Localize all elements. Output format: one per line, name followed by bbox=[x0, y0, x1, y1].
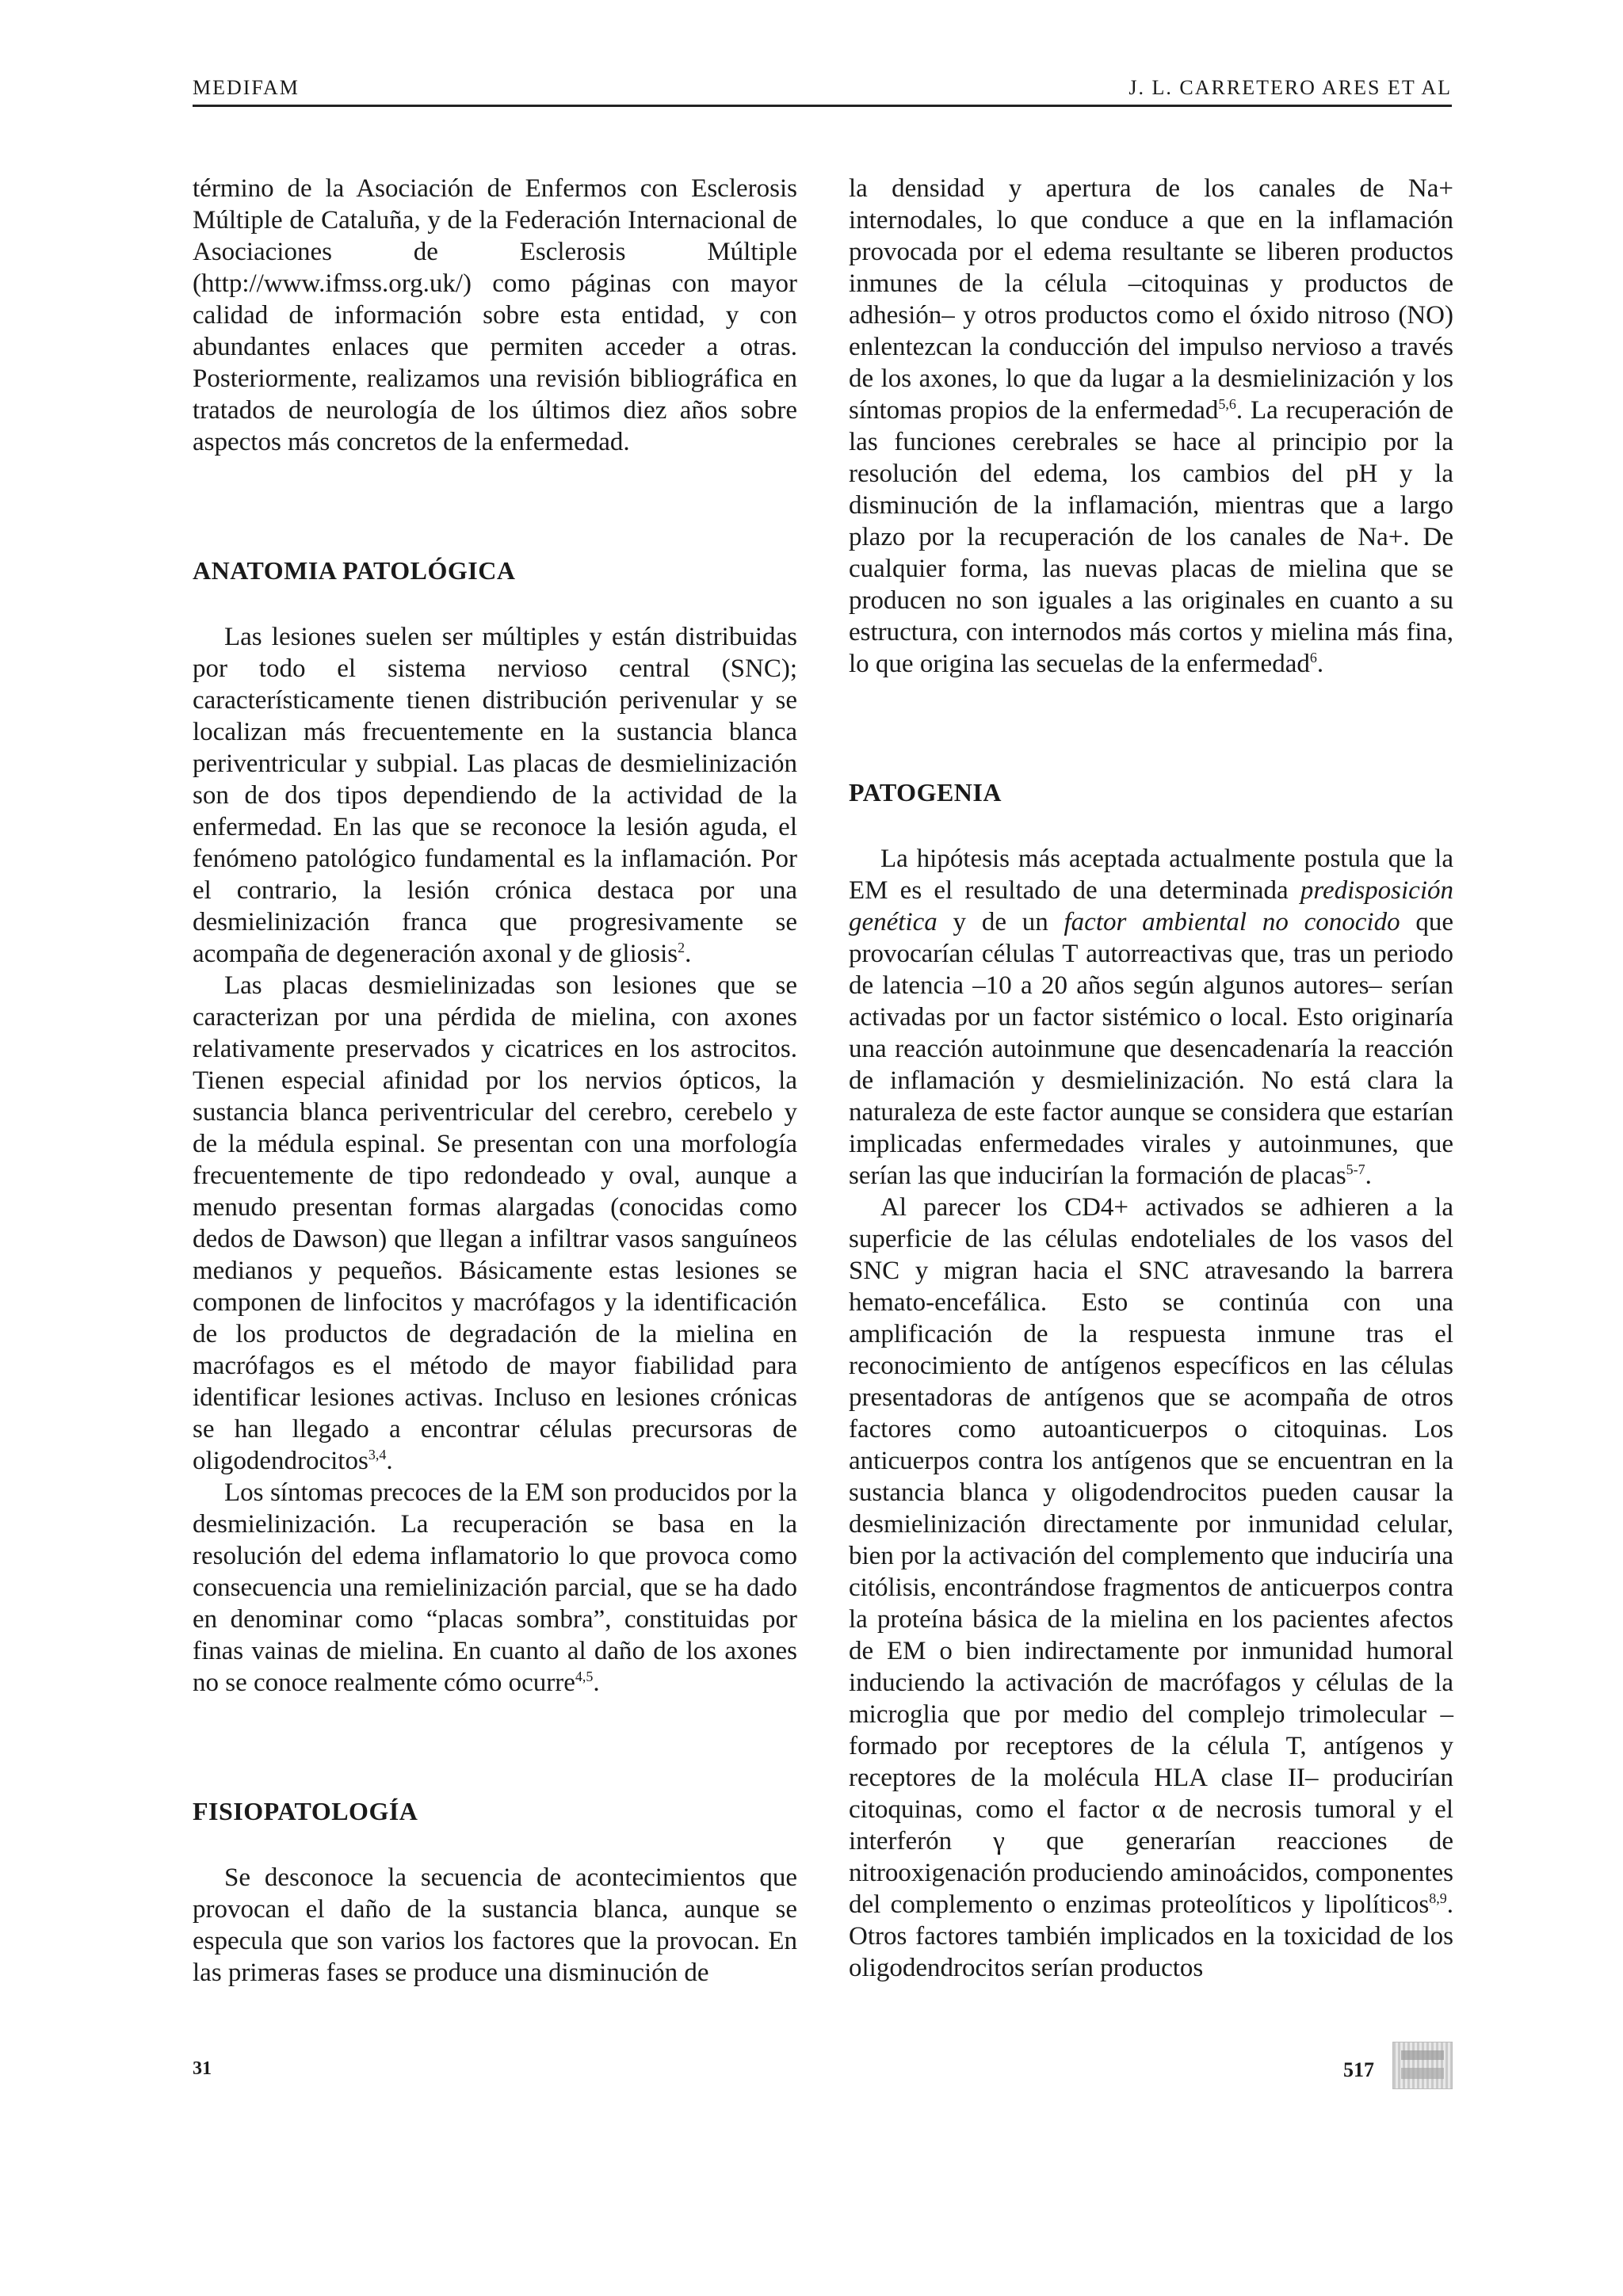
publisher-logo-icon bbox=[1392, 2042, 1453, 2089]
anatomia-paragraph-2: Las placas desmielinizadas son lesiones que se caracterizan por una pérdida de mielina, con axones relativamente preservados y cicatrices en los astrocitos. Tienen especial afinidad por los nervios ópticos, la sustancia blanca periventricular del cerebro, cerebelo y de la médula espinal. Se presentan con una morfología frecuentemente de tipo redondeado y oval, aunque a menudo presentan formas alargadas (conocidas como dedos de Dawson) que llegan a infiltrar vasos sanguíneos medianos y pequeños. Básicamente estas lesiones se componen de linfocitos y macrófagos y la identificación de los productos de degradación de la mielina en macrófagos es el método de mayor fiabilidad para identificar lesiones activas. Incluso en lesiones crónicas se han llegado a encontrar células precursoras de oligodendrocitos$^{3,4}$. bbox=[193, 971, 797, 1475]
section-heading-patogenia: PATOGENIA bbox=[849, 778, 1002, 807]
page-number-left: 31 bbox=[193, 2058, 212, 2079]
left-column bbox=[193, 173, 797, 1989]
patogenia-paragraph-2: Al parecer los CD4+ activados se adhieren a la superficie de las células endoteliales de los vasos del SNC y migran hacia el SNC atravesando la barrera hemato-encefálica. Esto se continúa con una amplificación de la respuesta inmune tras el reconocimiento de antígenos específicos en las células presentadoras de antígenos que se acompaña de otros factores como autoanticuerpos o citoquinas. Los anticuerpos contra los antígenos que se encuentran en la sustancia blanca y oligodendrocitos pueden causar la desmielinización directamente por inmunidad celular, bien por la activación del complemento que induciría una citólisis, encontrándose fragmentos de anticuerpos contra la proteína básica de la mielina en los pacientes afectos de EM o bien indirectamente por inmunidad humoral induciendo la activación de macrófagos y células de la microglia que por medio del complejo trimolecular –formado por receptores de la célula T, antígenos y receptores de la molécula HLA clase II– producirían citoquinas, como el factor α de necrosis tumoral y el interferón γ que generarían reacciones de nitrooxigenación produciendo aminoácidos, componentes del complemento o enzimas proteolíticos y lipolíticos$^{8,9}$. Otros factores también implicados en la toxicidad de los oligodendrocitos serían productos bbox=[849, 1193, 1453, 1982]
patogenia-paragraph-1: La hipótesis más aceptada actualmente postula que la EM es el resultado de una determinada predisposición genética y de un factor ambiental no conocido que provocarían células T autorreactivas que, tras un periodo de latencia –10 a 20 años según algunos autores– serían activadas por un factor sistémico o local. Esto originaría una reacción autoinmune que desencadenaría la reacción de inflamación y desmielinización. No está clara la naturaleza de este factor aunque se considera que estarían implicadas enfermedades virales y autoinmunes, que serían las que inducirían la formación de placas$^{5-7}$. bbox=[849, 845, 1453, 1190]
author-line: J. L. CARRETERO ARES ET AL bbox=[1128, 76, 1452, 99]
right-column bbox=[849, 173, 1453, 1984]
fisiopatologia-paragraph-1: Se desconoce la secuencia de acontecimientos que provocan el daño de la sustancia blanca, aunque se especula que son varios los factores que la provocan. En las primeras fases se produce una disminución de bbox=[193, 1863, 797, 1987]
section-heading-fisiopatologia: FISIOPATOLOGÍA bbox=[193, 1797, 418, 1825]
continued-paragraph: la densidad y apertura de los canales de Na+ internodales, lo que conduce a que en la inflamación provocada por el edema resultante se liberen productos inmunes de la célula –citoquinas y productos de adhesión– y otros productos como el óxido nitroso (NO) enlentezcan la conducción del impulso nervioso a través de los axones, lo que da lugar a la desmielinización y los síntomas propios de la enfermedad$^{5,6}$. La recuperación de las funciones cerebrales se hace al principio por la resolución del edema, los cambios del pH y la disminución de la inflamación, mientras que a largo plazo por la recuperación de los canales de Na+. De cualquier forma, las nuevas placas de mielina que se producen no son iguales a las originales en cuanto a su estructura, con internodos más cortos y mielina más fina, lo que origina las secuelas de la enfermedad$^6$. bbox=[849, 174, 1453, 678]
citation: 5,6 bbox=[1218, 396, 1236, 412]
anatomia-paragraph-1: Las lesiones suelen ser múltiples y están distribuidas por todo el sistema nervioso central (SNC); característicamente tienen distribución perivenular y se localizan más frecuentemente en la sustancia blanca periventricular y subpial. Las placas de desmielinización son de dos tipos dependiendo de la actividad de la enfermedad. En las que se reconoce la lesión aguda, el fenómeno patológico fundamental es la inflamación. Por el contrario, la lesión crónica destaca por una desmielinización franca que progresivamente se acompaña de degeneración axonal y de gliosis$^2$. bbox=[193, 623, 797, 968]
citation: 6 bbox=[1309, 650, 1317, 666]
section-heading-anatomia: ANATOMIA PATOLÓGICA bbox=[193, 556, 516, 585]
citation: 8,9 bbox=[1429, 1890, 1447, 1906]
citation: 3,4 bbox=[368, 1447, 387, 1463]
page-number-right: 517 bbox=[1343, 2058, 1374, 2081]
citation: 5-7 bbox=[1346, 1161, 1365, 1177]
citation: 2 bbox=[678, 940, 685, 955]
anatomia-paragraph-3: Los síntomas precoces de la EM son producidos por la desmielinización. La recuperación se basa en la resolución del edema inflamatorio lo que provoca como consecuencia una remielinización parcial, que se ha dado en denominar como “placas sombra”, constituidas por finas vainas de mielina. En cuanto al daño de los axones no se conoce realmente cómo ocurre$^{4,5}$. bbox=[193, 1478, 797, 1697]
intro-paragraph: término de la Asociación de Enfermos con Esclerosis Múltiple de Cataluña, y de la Federación Internacional de Asociaciones de Esclerosis Múltiple (http://www.ifmss.org.uk/) como páginas con mayor calidad de información sobre esta entidad, y con abundantes enlaces que permiten acceder a otras. Posteriormente, realizamos una revisión bibliográfica en tratados de neurología de los últimos diez años sobre aspectos más concretos de la enfermedad. bbox=[193, 174, 797, 456]
running-header bbox=[193, 73, 1452, 107]
journal-name: MEDIFAM bbox=[193, 76, 300, 99]
citation: 4,5 bbox=[575, 1669, 594, 1684]
